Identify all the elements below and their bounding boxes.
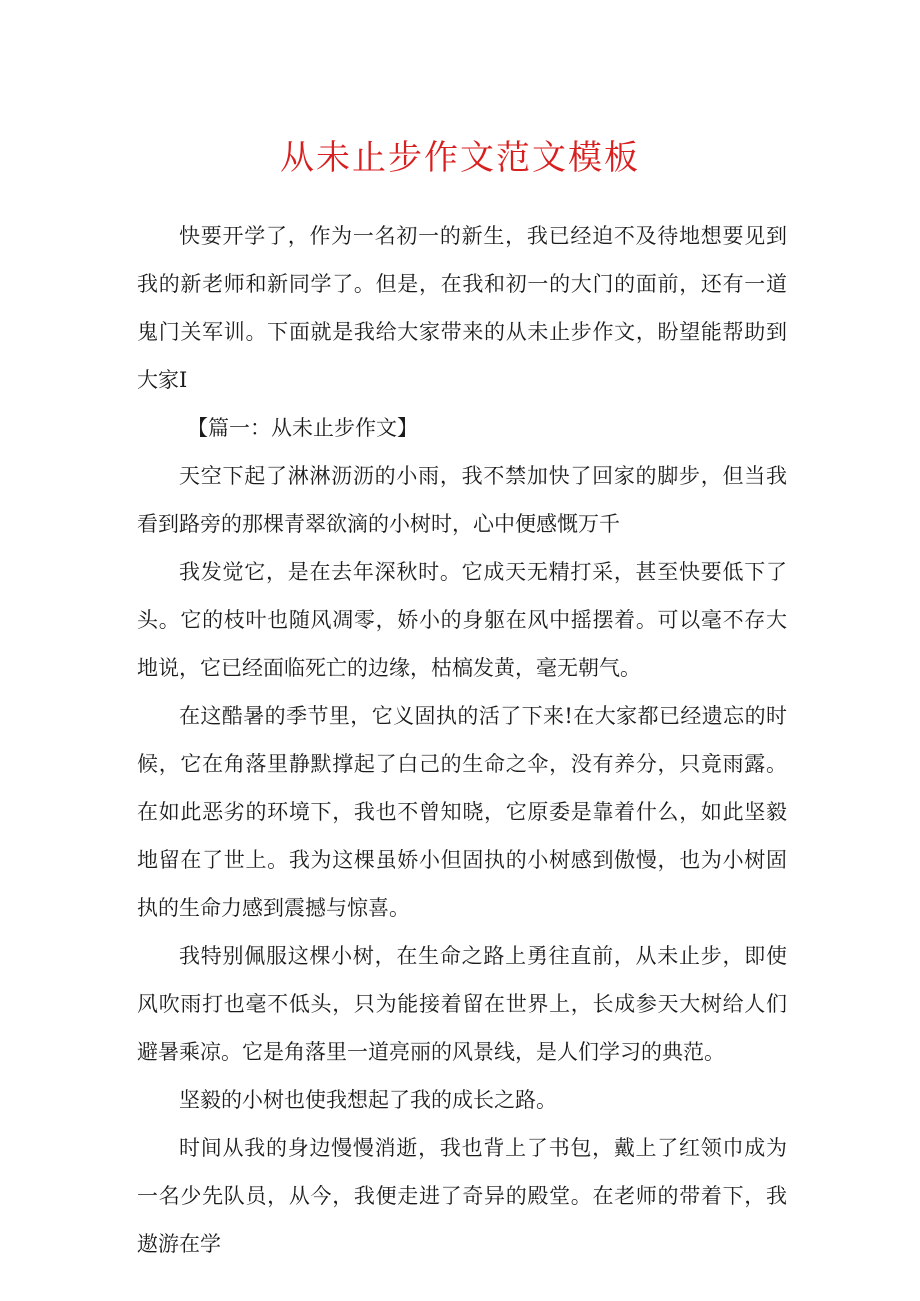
section-heading: 【篇一：从未止步作文】 bbox=[187, 416, 418, 440]
paragraph: 我特别佩服这棵小树，在生命之路上勇往直前，从未止步，即使风吹雨打也毫不低头，只为能接着留在世界上，长成参天大树给人们避暑乘凉。它是角落里一道亮丽的风景线，是人们学习的典范。 bbox=[137, 944, 787, 1064]
document-title: 从未止步作文范文模板 bbox=[280, 138, 640, 178]
paragraph: 时间从我的身边慢慢消逝，我也背上了书包，戴上了红领巾成为一名少先队员，从今，我便走进了奇异的殿堂。在老师的带着下，我遨游在学 bbox=[137, 1136, 787, 1256]
document-body bbox=[137, 212, 787, 1268]
paragraph: 坚毅的小树也使我想起了我的成长之路。 bbox=[179, 1088, 557, 1112]
paragraph: 在这酷暑的季节里，它义固执的活了下来!在大家都已经遗忘的时候，它在角落里静默撑起了白己的生命之伞，没有养分，只竟雨露。在如此恶劣的环境下，我也不曾知晓，它原委是靠着什么，如此坚毅地留在了世上。我为这棵虽娇小但固执的小树感到傲慢，也为小树固执的生命力感到震撼与惊喜。 bbox=[137, 704, 787, 920]
paragraph-intro: 快要开学了，作为一名初一的新生，我已经迫不及待地想要见到我的新老师和新同学了。但是，在我和初一的大门的面前，还有一道鬼门关军训。下面就是我给大家带来的从未止步作文，盼望能帮助到大家I bbox=[137, 224, 787, 392]
paragraph: 我发觉它，是在去年深秋时。它成天无精打采，甚至快要低下了头。它的枝叶也随风凋零，娇小的身躯在风中摇摆着。可以毫不存大地说，它已经面临死亡的边缘，枯槁发黄，毫无朝气。 bbox=[137, 560, 787, 680]
paragraph: 天空下起了淋淋沥沥的小雨，我不禁加快了回家的脚步，但当我看到路旁的那棵青翠欲滴的小树时，心中便感慨万千 bbox=[137, 464, 787, 536]
